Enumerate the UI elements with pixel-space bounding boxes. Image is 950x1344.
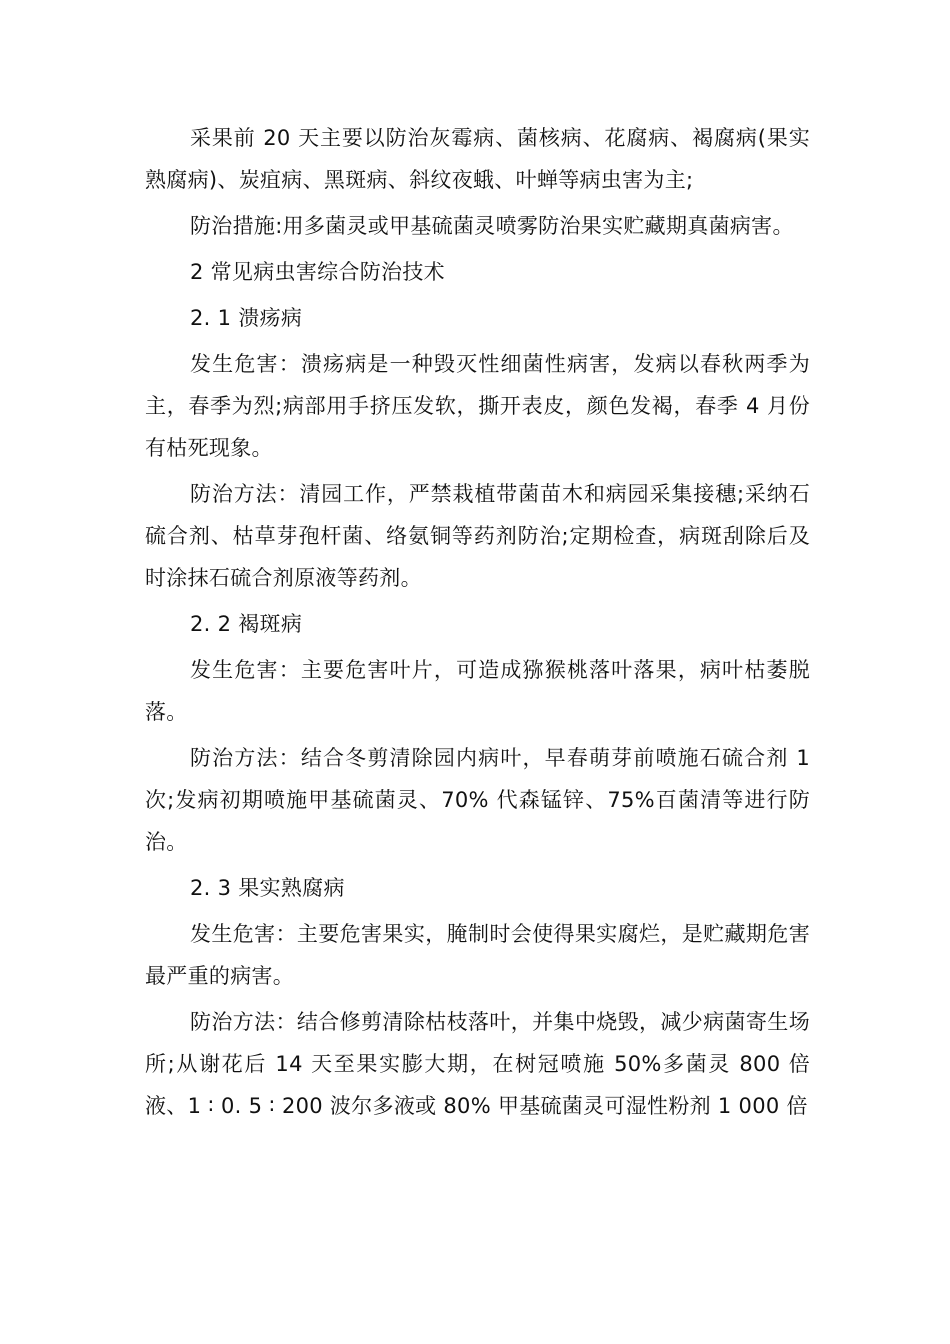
- section-2-heading: 2 常见病虫害综合防治技术: [190, 260, 445, 284]
- section-2-2-heading: 2. 2 褐斑病: [190, 612, 303, 636]
- brown-spot-harm-para: 发生危害：主要危害叶片，可造成猕猴桃落叶落果，病叶枯萎脱落。: [145, 658, 810, 724]
- intro-preharvest-para: 采果前 20 天主要以防治灰霉病、菌核病、花腐病、褐腐病(果实熟腐病)、炭疽病、黑斑病、斜纹夜蛾、叶蝉等病虫害为主;: [145, 126, 810, 192]
- canker-harm-para: 发生危害：溃疡病是一种毁灭性细菌性病害，发病以春秋两季为主，春季为烈;病部用手挤压发软，撕开表皮，颜色发褐，春季 4 月份有枯死现象。: [145, 352, 810, 460]
- fruit-rot-harm-para: 发生危害：主要危害果实，腌制时会使得果实腐烂，是贮藏期危害最严重的病害。: [145, 922, 810, 988]
- canker-control-para: 防治方法：清园工作，严禁栽植带菌苗木和病园采集接穗;采纳石硫合剂、枯草芽孢杆菌、络氨铜等药剂防治;定期检查，病斑刮除后及时涂抹石硫合剂原液等药剂。: [145, 482, 810, 590]
- section-2-1-heading: 2. 1 溃疡病: [190, 306, 303, 330]
- fruit-rot-control-para: 防治方法：结合修剪清除枯枝落叶，并集中烧毁，减少病菌寄生场所;从谢花后 14 天至果实膨大期，在树冠喷施 50%多菌灵 800 倍液、1 ∶ 0. 5 ∶ 200 波尔多液或 80% 甲基硫菌灵可湿性粉剂 1 000 倍: [145, 1010, 810, 1118]
- intro-measures-para: 防治措施:用多菌灵或甲基硫菌灵喷雾防治果实贮藏期真菌病害。: [190, 214, 794, 238]
- document-body: [145, 117, 810, 1131]
- section-2-3-heading: 2. 3 果实熟腐病: [190, 876, 345, 900]
- brown-spot-control-para: 防治方法：结合冬剪清除园内病叶，早春萌芽前喷施石硫合剂 1 次;发病初期喷施甲基硫菌灵、70% 代森锰锌、75%百菌清等进行防治。: [145, 746, 810, 854]
